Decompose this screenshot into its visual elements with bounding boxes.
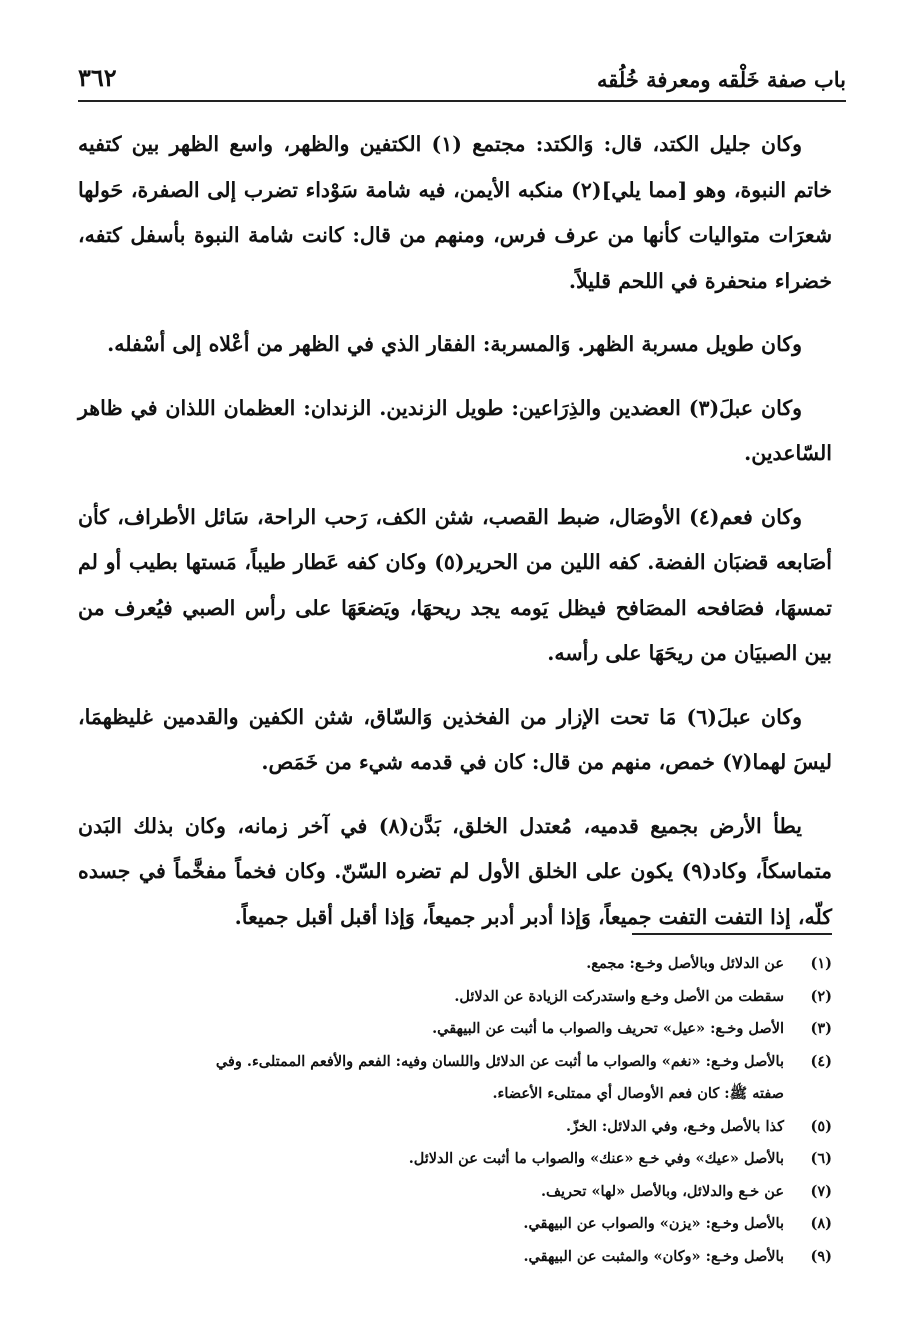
footnote-text: عن الدلائل وبالأصل وخـع: مجمع.	[586, 955, 784, 972]
footnote	[78, 1241, 832, 1274]
footnote	[78, 981, 832, 1014]
footnote-text: بالأصل «عيك» وفي خـع «عنك» والصواب ما أثبت عن الدلائل.	[408, 1150, 784, 1167]
paragraph: وكان جليل الكتد، قال: وَالكتد: مجتمع (١) الكتفين والظهر، واسع الظهر بين كتفيه خاتم النبوة، وهو [مما يلي](٢) منكبه الأيمن، فيه شامة سَوْداء تضرب إلى الصفرة، حَولها شعرَات متواليات كأنها من عرف فرس، ومنهم من قال: كانت شامة النبوة بأسفل كتفه، خضراء منحفرة في اللحم قليلاً.	[78, 132, 832, 293]
footnote-text: سقطت من الأصل وخـع واستدركت الزيادة عن الدلائل.	[454, 987, 784, 1005]
footnote-text: الأصل وخـع: «عيل» تحريف والصواب ما أثبت عن البيهقي.	[432, 1020, 784, 1037]
footnote	[78, 1176, 832, 1209]
paragraph: وكان فعم(٤) الأوصَال، ضبط القصب، شثن الكف، رَحب الراحة، سَائل الأطراف، كأن أصَابعه قضبَان الفضة. كفه اللين من الحرير(٥) وكان كفه عَطار طيباً، مَستها بطيب أو لم تمسهَا، فصَافحه المصَافح فيظل يَومه يجد ريحهَا، ويَضعَهَا على رأس الصبي فيُعرف من بين الصبيَان من ريحَهَا على رأسه.	[78, 504, 832, 665]
footnote-number: (١)	[810, 955, 832, 972]
footnote	[78, 1013, 832, 1046]
paragraph: وكان طويل مسربة الظهر. وَالمسربة: الفقار الذي في الظهر من أعْلاه إلى أسْفله.	[107, 332, 802, 356]
footnote-text: بالأصل وخـع: «نغم» والصواب ما أثبت عن الدلائل واللسان وفيه: الفعم والأفعم الممتلىء. وفي	[215, 1052, 784, 1070]
footnote	[78, 1143, 832, 1176]
footnotes	[78, 948, 832, 1273]
main-text	[78, 122, 832, 958]
running-header	[78, 52, 846, 102]
footnote-number: (٢)	[810, 987, 832, 1005]
footnote	[78, 1111, 832, 1144]
footnote-number: (٣)	[810, 1020, 832, 1037]
chapter-title: باب صفة خَلْقه ومعرفة خُلُقه	[596, 67, 846, 92]
footnote-number: (٧)	[810, 1182, 832, 1200]
footnote	[78, 1208, 832, 1241]
footnote-number: (٦)	[810, 1150, 832, 1167]
footnote-text: كذا بالأصل وخـع، وفي الدلائل: الخزّ.	[566, 1117, 784, 1135]
footnote-continuation: صفته ﷺ: كان فعم الأوصال أي ممتلىء الأعضاء.	[492, 1085, 784, 1102]
footnote-number: (٥)	[810, 1117, 832, 1135]
footnote	[78, 1046, 832, 1079]
paragraph: وكان عبلَ(٣) العضدين والذِرَاعين: طويل الزندين. الزندان: العظمان اللذان في ظاهر السّاعدين.	[78, 395, 832, 465]
footnote-text: بالأصل وخـع: «يزن» والصواب عن البيهقي.	[523, 1215, 784, 1232]
footnote-number: (٩)	[810, 1247, 832, 1265]
footnote	[78, 948, 832, 981]
page-number: ٣٦٢	[78, 63, 117, 92]
footnote-number: (٨)	[810, 1215, 832, 1232]
paragraph: يطأ الأرض بجميع قدميه، مُعتدل الخلق، بَدَّن(٨) في آخر زمانه، وكان بذلك البَدن متماسكاً، وكاد(٩) يكون على الخلق الأول لم تضره السّنّ. وكان فخماً مفخَّماً في جسده كلّه، إذا التفت التفت جميعاً، وَإذا أدبر أدبر جميعاً، وَإذا أقبل أقبل جميعاً.	[78, 813, 833, 929]
footnote-text: عن خـع والدلائل، وبالأصل «لها» تحريف.	[540, 1182, 784, 1200]
footnote-number: (٤)	[810, 1052, 832, 1070]
footnote-divider	[632, 933, 832, 935]
paragraph: وكان عبلَ(٦) مَا تحت الإزار من الفخذين وَالسّاق، شثن الكفين والقدمين غليظهمَا، ليسَ لهما(٧) خمص، منهم من قال: كان في قدمه شيء من خَمَص.	[78, 704, 832, 774]
footnote-text: بالأصل وخـع: «وكان» والمثبت عن البيهقي.	[523, 1247, 784, 1265]
